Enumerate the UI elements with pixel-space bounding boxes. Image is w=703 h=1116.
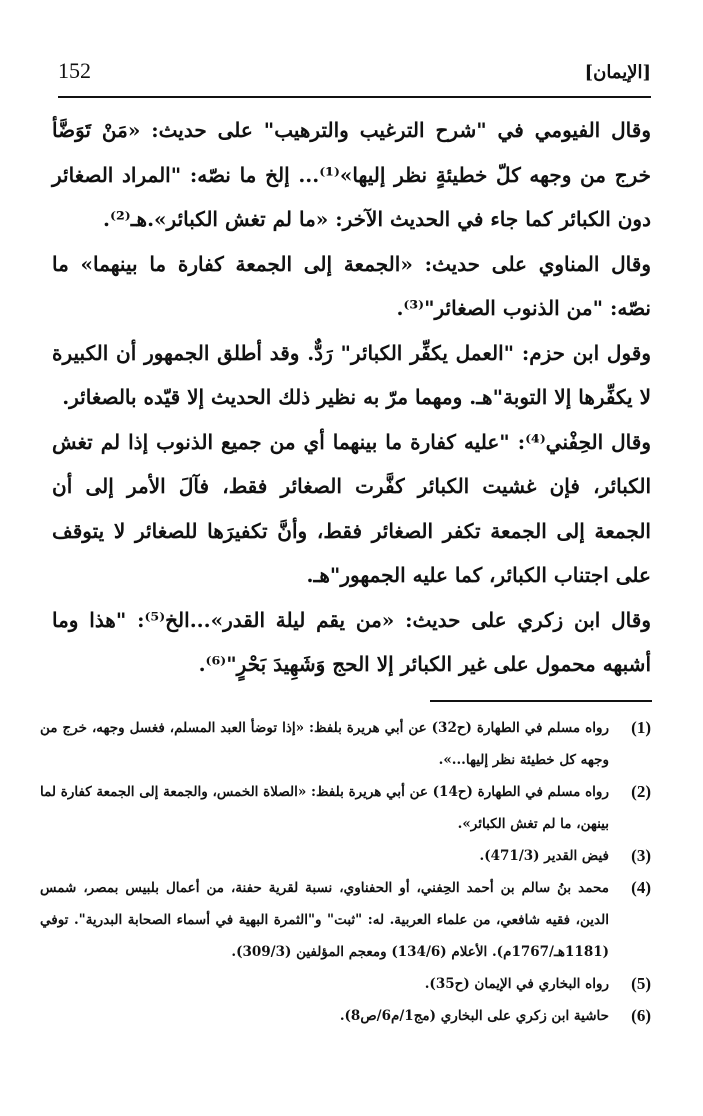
paragraph: وقال الحِفْني⁽⁴⁾: "عليه كفارة ما بينهما أي من جميع الذنوب إذا لم تغش الكبائر، فإن غشيت الكبائر كفَّرت الصغائر فقط، فآلَ الأمر إلى أن الجمعة إلى الجمعة تكفر الصغائر فقط، وأنَّ تكفيرَها للصغائر لا يتوقف على اجتناب الكبائر، كما عليه الجمهور"هـ. (52, 429, 651, 587)
footnote-number: (1) (631, 718, 651, 737)
footnote (40, 1000, 651, 1032)
footnote-number: (4) (631, 878, 651, 897)
footnote (40, 968, 651, 1000)
page-number: 152 (58, 58, 91, 83)
footnote-number: (5) (631, 974, 651, 993)
paragraph: وقال الفيومي في "شرح الترغيب والترهيب" على حديث: «مَنْ تَوَضَّأ خرج من وجهه كلّ خطيئةٍ نظر إليها»⁽¹⁾... إلخ ما نصّه: "المراد الصغائر دون الكبائر كما جاء في الحديث الآخر: «ما لم تغش الكبائر».هـ⁽²⁾. (52, 118, 651, 231)
footnote (40, 840, 651, 872)
footnote-text: فيض القدير (471/3). (479, 848, 609, 864)
footnote-text: رواه مسلم في الطهارة (ح32) عن أبي هريرة بلفظ: «إذا توضأ العبد المسلم، فغسل وجهه، خرج من وجهه كل خطيئة نظر إليها...». (40, 720, 609, 768)
header-divider (58, 96, 651, 98)
footnote-text: رواه البخاري في الإيمان (ح35). (424, 976, 609, 992)
paragraph: وقول ابن حزم: "العمل يكفِّر الكبائر" رَدٌّ. وقد أطلق الجمهور أن الكبيرة لا يكفِّرها إلا التوبة"هـ. ومهما مرّ به نظير ذلك الحديث إلا قيّده بالصغائر. (52, 340, 651, 409)
main-text (52, 108, 651, 687)
footnote (40, 776, 651, 840)
footnote-number: (2) (631, 782, 651, 801)
paragraph: وقال المناوي على حديث: «الجمعة إلى الجمعة كفارة ما بينهما» ما نصّه: "من الذنوب الصغائر"⁽³⁾. (52, 251, 651, 320)
footnote-divider (430, 700, 652, 702)
footnote (40, 712, 651, 776)
running-title: [الإيمان] (584, 62, 651, 83)
footnote-text: محمد بنُ سالم بن أحمد الحِفني، أو الحفناوي، نسبة لقرية حفنة، من أعمال بلبيس بمصر، شمس الدين، فقيه شافعي، من علماء العربية. له: "ثبت" و"الثمرة البهية في أسماء الصحابة البدرية". توفي (1181هـ/1767م). الأعلام (134/6) ومعجم المؤلفين (309/3). (40, 880, 609, 960)
paragraph: وقال ابن زكري على حديث: «من يقم ليلة القدر»...الخ⁽⁵⁾: "هذا وما أشبهه محمول على غير الكبائر إلا الحج وَشَهِيدَ بَحْرٍ"⁽⁶⁾. (52, 607, 651, 676)
footnote-number: (3) (631, 846, 651, 865)
footnotes (40, 712, 651, 1032)
footnote-text: حاشية ابن زكري على البخاري (مج1/م6/ص8). (339, 1008, 609, 1024)
footnote (40, 872, 651, 968)
footnote-number: (6) (631, 1006, 651, 1025)
page-header (58, 58, 651, 94)
footnote-text: رواه مسلم في الطهارة (ح14) عن أبي هريرة بلفظ: «الصلاة الخمس، والجمعة إلى الجمعة كفارة لما بينهن، ما لم تغش الكبائر». (40, 784, 609, 832)
